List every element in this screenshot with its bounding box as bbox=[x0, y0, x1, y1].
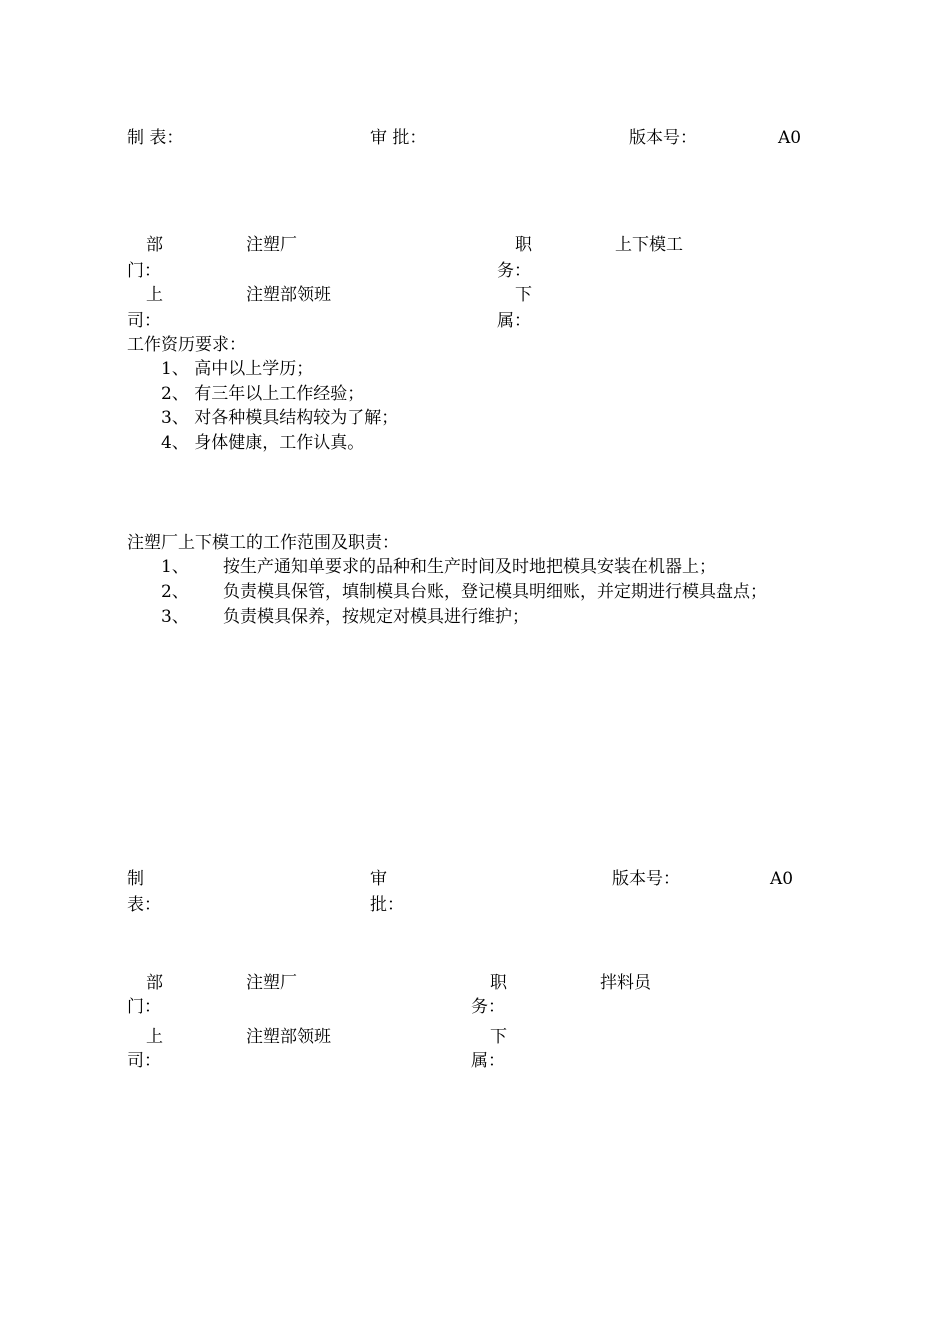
version-label: 版本号： bbox=[612, 869, 680, 889]
subordinate-label: 下 bbox=[515, 285, 532, 305]
version-value: A0 bbox=[778, 128, 802, 148]
department-value: 注塑厂 bbox=[246, 235, 297, 255]
position-label-suffix: 务： bbox=[497, 261, 531, 281]
position-value: 拌料员 bbox=[600, 973, 651, 993]
qualification-item: 4、 身体健康，工作认真。 bbox=[161, 433, 365, 453]
position-value: 上下模工 bbox=[615, 235, 683, 255]
subordinate-label-suffix: 属： bbox=[471, 1051, 505, 1071]
position-label-suffix: 务： bbox=[471, 997, 505, 1017]
duty-text: 按生产通知单要求的品种和生产时间及时地把模具安装在机器上； bbox=[223, 557, 716, 577]
duty-number: 3、 bbox=[161, 607, 189, 627]
superior-value: 注塑部领班 bbox=[246, 1027, 331, 1047]
duty-number: 1、 bbox=[161, 557, 189, 577]
qualification-item: 2、 有三年以上工作经验； bbox=[161, 384, 365, 404]
qualification-item: 3、 对各种模具结构较为了解； bbox=[161, 408, 399, 428]
department-label-suffix: 门： bbox=[127, 261, 161, 281]
position-label: 职 bbox=[515, 235, 532, 255]
prepared-by-label-suffix: 表： bbox=[127, 895, 161, 915]
position-label: 职 bbox=[490, 973, 507, 993]
duty-text: 负责模具保养，按规定对模具进行维护； bbox=[223, 607, 529, 627]
duty-number: 2、 bbox=[161, 582, 189, 602]
version-value: A0 bbox=[770, 869, 794, 889]
department-value: 注塑厂 bbox=[246, 973, 297, 993]
version-label: 版本号： bbox=[629, 128, 697, 148]
superior-label-suffix: 司： bbox=[127, 1051, 161, 1071]
approved-by-label-suffix: 批： bbox=[370, 895, 404, 915]
superior-label: 上 bbox=[146, 285, 163, 305]
qualifications-heading: 工作资历要求： bbox=[127, 335, 246, 355]
duty-text: 负责模具保管，填制模具台账，登记模具明细账，并定期进行模具盘点； bbox=[223, 582, 767, 602]
subordinate-label: 下 bbox=[490, 1027, 507, 1047]
department-label-suffix: 门： bbox=[127, 997, 161, 1017]
subordinate-label-suffix: 属： bbox=[497, 311, 531, 331]
department-label: 部 bbox=[146, 973, 163, 993]
approved-by-label: 审 批： bbox=[370, 128, 427, 148]
prepared-by-label: 制 bbox=[127, 869, 144, 889]
prepared-by-label: 制 表： bbox=[127, 128, 184, 148]
approved-by-label: 审 bbox=[370, 869, 387, 889]
duties-heading: 注塑厂上下模工的工作范围及职责： bbox=[127, 533, 399, 553]
superior-label: 上 bbox=[146, 1027, 163, 1047]
superior-label-suffix: 司： bbox=[127, 311, 161, 331]
qualification-item: 1、 高中以上学历； bbox=[161, 359, 314, 379]
department-label: 部 bbox=[146, 235, 163, 255]
superior-value: 注塑部领班 bbox=[246, 285, 331, 305]
